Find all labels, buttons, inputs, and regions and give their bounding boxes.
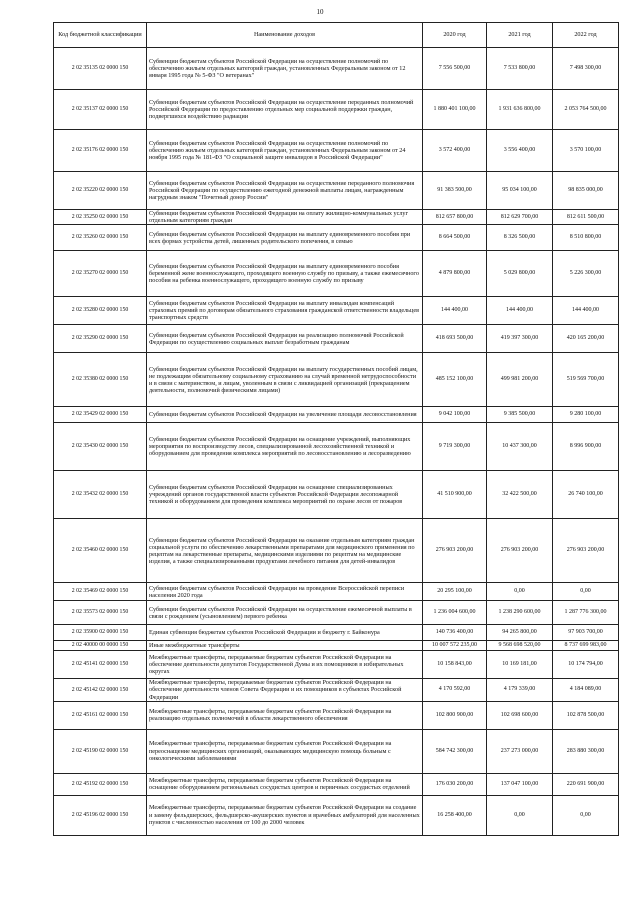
cell-2020: 41 510 900,00 [423, 471, 487, 519]
cell-2022: 220 691 900,00 [553, 773, 619, 795]
cell-2022: 8 510 800,00 [553, 225, 619, 251]
cell-2020: 812 657 800,00 [423, 210, 487, 225]
cell-2022: 0,00 [553, 795, 619, 835]
table-row [54, 130, 619, 172]
cell-code: 2 02 45192 02 0000 150 [54, 773, 147, 795]
cell-2021: 32 422 500,00 [487, 471, 553, 519]
cell-name: Межбюджетные трансферты, передаваемые бюджетам субъектов Российской Федерации на обеспечение деятельности депутатов Государственной Думы и их помощников в избирательных округах [147, 651, 423, 679]
cell-name: Субвенции бюджетам субъектов Российской Федерации на выплату государственных пособий лицам, не подлежащим обязательному социальному страхованию на случай временной нетрудоспособности и в связи с материнством, и лицам, уволенным в связи с ликвидацией организаций (прекращением деятельности, полномочий физическими лицами) [147, 353, 423, 407]
cell-2022: 8 996 900,00 [553, 423, 619, 471]
cell-name: Межбюджетные трансферты, передаваемые бюджетам субъектов Российской Федерации на создание и замену фельдшерских, фельдшерско-акушерских пунктов и врачебных амбулаторий для населенных пунктов с численностью населения от 100 до 2000 человек [147, 795, 423, 835]
table-row [54, 48, 619, 90]
cell-code: 2 02 35220 02 0000 150 [54, 172, 147, 210]
table-row [54, 795, 619, 835]
cell-2020: 102 800 900,00 [423, 701, 487, 729]
table-row [54, 651, 619, 679]
cell-2022: 8 737 699 983,00 [553, 641, 619, 651]
cell-2022: 102 878 500,00 [553, 701, 619, 729]
cell-2021: 95 034 100,00 [487, 172, 553, 210]
cell-2020: 9 719 300,00 [423, 423, 487, 471]
cell-2022: 812 611 500,00 [553, 210, 619, 225]
cell-2021: 137 047 100,00 [487, 773, 553, 795]
cell-2022: 420 165 200,00 [553, 325, 619, 353]
cell-name: Субвенции бюджетам субъектов Российской Федерации на осуществление полномочий по обеспечению жильем отдельных категорий граждан, установленных Федеральным законом от 12 января 1995 года № 5-ФЗ "О ветеранах" [147, 48, 423, 90]
cell-name: Межбюджетные трансферты, передаваемые бюджетам субъектов Российской Федерации на реализацию отдельных полномочий в области лекарственного обеспечения [147, 701, 423, 729]
cell-2022: 5 226 300,00 [553, 251, 619, 297]
table-row [54, 679, 619, 701]
cell-2021: 0,00 [487, 583, 553, 601]
cell-code: 2 02 35137 02 0000 150 [54, 90, 147, 130]
cell-name: Субвенции бюджетам субъектов Российской Федерации на оснащение учреждений, выполняющих мероприятия по воспроизводству лесов, специализированной лесохозяйственной техникой и оборудованием для проведения комплекса мероприятий по лесовосстановлению и лесоразведению [147, 423, 423, 471]
table-row [54, 583, 619, 601]
cell-2020: 4 879 800,00 [423, 251, 487, 297]
table-row [54, 641, 619, 651]
cell-2020: 9 042 100,00 [423, 407, 487, 423]
revenue-table [53, 22, 619, 836]
table-row [54, 773, 619, 795]
table-row [54, 407, 619, 423]
cell-2021: 7 533 800,00 [487, 48, 553, 90]
cell-code: 2 02 45161 02 0000 150 [54, 701, 147, 729]
cell-2022: 10 174 794,00 [553, 651, 619, 679]
cell-code: 2 02 35176 02 0000 150 [54, 130, 147, 172]
cell-2022: 3 570 100,00 [553, 130, 619, 172]
cell-code: 2 02 40000 00 0000 150 [54, 641, 147, 651]
cell-2020: 7 556 500,00 [423, 48, 487, 90]
cell-2020: 276 903 200,00 [423, 519, 487, 583]
table-row [54, 519, 619, 583]
cell-name: Субвенции бюджетам субъектов Российской Федерации на оказание отдельным категориям граждан социальной услуги по обеспечению лекарственными препаратами для медицинского применения по рецептам на лекарственные препараты, медицинскими изделиями по рецептам на медицинские изделия, а также специализированными продуктами лечебного питания для детей-инвалидов [147, 519, 423, 583]
cell-code: 2 02 35135 02 0000 150 [54, 48, 147, 90]
table-row [54, 701, 619, 729]
cell-name: Межбюджетные трансферты, передаваемые бюджетам субъектов Российской Федерации на оснащение оборудованием региональных сосудистых центров и первичных сосудистых отделений [147, 773, 423, 795]
cell-code: 2 02 35429 02 0000 150 [54, 407, 147, 423]
cell-2020: 418 693 500,00 [423, 325, 487, 353]
cell-code: 2 02 45142 02 0000 150 [54, 679, 147, 701]
cell-2021: 144 400,00 [487, 297, 553, 325]
cell-2020: 140 736 400,00 [423, 625, 487, 641]
cell-2021: 237 273 000,00 [487, 729, 553, 773]
cell-2021: 10 437 300,00 [487, 423, 553, 471]
cell-2022: 1 287 776 300,00 [553, 601, 619, 625]
cell-name: Субвенции бюджетам субъектов Российской Федерации на оснащение специализированных учреждений органов государственной власти субъектов Российской Федерации лесопожарной техникой и оборудованием для проведения комплекса мероприятий по охране лесов от пожаров [147, 471, 423, 519]
header-2021: 2021 год [487, 23, 553, 48]
cell-2022: 2 053 764 500,00 [553, 90, 619, 130]
cell-2022: 144 400,00 [553, 297, 619, 325]
table-row [54, 90, 619, 130]
cell-code: 2 02 35900 02 0000 150 [54, 625, 147, 641]
cell-code: 2 02 35260 02 0000 150 [54, 225, 147, 251]
cell-name: Субвенции бюджетам субъектов Российской Федерации на реализацию полномочий Российской Федерации по осуществлению социальных выплат безработным гражданам [147, 325, 423, 353]
cell-2020: 16 258 400,00 [423, 795, 487, 835]
cell-2021: 102 698 600,00 [487, 701, 553, 729]
cell-2020: 8 664 500,00 [423, 225, 487, 251]
cell-2022: 26 740 100,00 [553, 471, 619, 519]
cell-2021: 10 169 181,00 [487, 651, 553, 679]
cell-code: 2 02 35469 02 0000 150 [54, 583, 147, 601]
table-row [54, 297, 619, 325]
cell-2021: 8 326 500,00 [487, 225, 553, 251]
cell-code: 2 02 35460 02 0000 150 [54, 519, 147, 583]
table-row [54, 729, 619, 773]
cell-2022: 0,00 [553, 583, 619, 601]
cell-2021: 94 265 800,00 [487, 625, 553, 641]
cell-name: Субвенции бюджетам субъектов Российской Федерации на осуществление полномочий по обеспечению жильем отдельных категорий граждан, установленных Федеральным законом от 24 ноября 1995 года № 181-ФЗ "О социальной защите инвалидов в Российской Федерации" [147, 130, 423, 172]
cell-2021: 1 238 290 600,00 [487, 601, 553, 625]
cell-2021: 9 568 698 520,00 [487, 641, 553, 651]
header-2020: 2020 год [423, 23, 487, 48]
cell-2021: 3 556 400,00 [487, 130, 553, 172]
cell-2022: 519 569 700,00 [553, 353, 619, 407]
cell-2020: 1 236 004 600,00 [423, 601, 487, 625]
cell-name: Единая субвенция бюджетам субъектов Российской Федерации и бюджету г. Байконура [147, 625, 423, 641]
table-row [54, 325, 619, 353]
cell-name: Субвенции бюджетам субъектов Российской Федерации на оплату жилищно-коммунальных услуг отдельным категориям граждан [147, 210, 423, 225]
cell-2022: 7 498 300,00 [553, 48, 619, 90]
cell-2020: 20 295 100,00 [423, 583, 487, 601]
cell-name: Субвенции бюджетам субъектов Российской Федерации на осуществление переданного полномочия Российской Федерации по осуществлению ежегодной денежной выплаты лицам, награжденным нагрудным знаком "Почетный донор России" [147, 172, 423, 210]
cell-2020: 584 742 300,00 [423, 729, 487, 773]
cell-code: 2 02 35290 02 0000 150 [54, 325, 147, 353]
cell-2021: 4 179 339,00 [487, 679, 553, 701]
cell-2020: 91 383 500,00 [423, 172, 487, 210]
cell-name: Субвенции бюджетам субъектов Российской Федерации на увеличение площади лесовосстановления [147, 407, 423, 423]
cell-2020: 176 030 200,00 [423, 773, 487, 795]
cell-name: Иные межбюджетные трансферты [147, 641, 423, 651]
cell-name: Субвенции бюджетам субъектов Российской Федерации на выплату единовременного пособия при всех формах устройства детей, лишенных родительского попечения, в семью [147, 225, 423, 251]
cell-2021: 419 397 300,00 [487, 325, 553, 353]
cell-2022: 98 835 000,00 [553, 172, 619, 210]
table-row [54, 423, 619, 471]
cell-2021: 9 385 500,00 [487, 407, 553, 423]
cell-2020: 485 152 100,00 [423, 353, 487, 407]
cell-2020: 10 158 843,00 [423, 651, 487, 679]
table-row [54, 625, 619, 641]
table-row [54, 251, 619, 297]
cell-name: Субвенции бюджетам субъектов Российской Федерации на проведение Всероссийской переписи населения 2020 года [147, 583, 423, 601]
cell-name: Субвенции бюджетам субъектов Российской Федерации на выплату единовременного пособия беременной жене военнослужащего, проходящего военную службу по призыву, а также ежемесячного пособия на ребенка военнослужащего, проходящего военную службу по призыву [147, 251, 423, 297]
cell-name: Субвенции бюджетам субъектов Российской Федерации на осуществление ежемесячной выплаты в связи с рождением (усыновлением) первого ребенка [147, 601, 423, 625]
cell-name: Межбюджетные трансферты, передаваемые бюджетам субъектов Российской Федерации на обеспечение деятельности членов Совета Федерации и их помощников в субъектах Российской Федерации [147, 679, 423, 701]
cell-2020: 4 170 592,00 [423, 679, 487, 701]
table-row [54, 172, 619, 210]
header-2022: 2022 год [553, 23, 619, 48]
cell-code: 2 02 35573 02 0000 150 [54, 601, 147, 625]
table-row [54, 210, 619, 225]
table-header-row [54, 23, 619, 48]
cell-2020: 3 572 400,00 [423, 130, 487, 172]
cell-2022: 9 280 100,00 [553, 407, 619, 423]
cell-2022: 283 880 300,00 [553, 729, 619, 773]
cell-code: 2 02 35250 02 0000 150 [54, 210, 147, 225]
header-code: Код бюджетной классификации [54, 23, 147, 48]
cell-code: 2 02 35432 02 0000 150 [54, 471, 147, 519]
cell-2021: 1 931 636 800,00 [487, 90, 553, 130]
cell-2021: 812 629 700,00 [487, 210, 553, 225]
cell-code: 2 02 45141 02 0000 150 [54, 651, 147, 679]
cell-2022: 276 903 200,00 [553, 519, 619, 583]
table-row [54, 601, 619, 625]
table-row [54, 471, 619, 519]
cell-2020: 1 880 401 100,00 [423, 90, 487, 130]
cell-2020: 10 007 572 235,00 [423, 641, 487, 651]
table-row [54, 225, 619, 251]
cell-code: 2 02 45190 02 0000 150 [54, 729, 147, 773]
cell-code: 2 02 35270 02 0000 150 [54, 251, 147, 297]
cell-2020: 144 400,00 [423, 297, 487, 325]
cell-2021: 5 029 800,00 [487, 251, 553, 297]
cell-2021: 276 903 200,00 [487, 519, 553, 583]
cell-2021: 0,00 [487, 795, 553, 835]
cell-name: Межбюджетные трансферты, передаваемые бюджетам субъектов Российской Федерации на переоснащение медицинских организаций, оказывающих медицинскую помощь больным с онкологическими заболеваниями [147, 729, 423, 773]
page-number: 10 [316, 8, 324, 16]
cell-name: Субвенции бюджетам субъектов Российской Федерации на выплату инвалидам компенсаций страховых премий по договорам обязательного страхования гражданской ответственности владельцев транспортных средств [147, 297, 423, 325]
cell-2022: 4 184 089,00 [553, 679, 619, 701]
header-name: Наименование доходов [147, 23, 423, 48]
cell-code: 2 02 35280 02 0000 150 [54, 297, 147, 325]
cell-2022: 97 903 700,00 [553, 625, 619, 641]
table-row [54, 353, 619, 407]
cell-code: 2 02 35430 02 0000 150 [54, 423, 147, 471]
cell-name: Субвенции бюджетам субъектов Российской Федерации на осуществление переданных полномочий Российской Федерации по предоставлению отдельных мер социальной поддержки граждан, подвергшихся воздействию радиации [147, 90, 423, 130]
cell-code: 2 02 35380 02 0000 150 [54, 353, 147, 407]
cell-2021: 499 981 200,00 [487, 353, 553, 407]
cell-code: 2 02 45196 02 0000 150 [54, 795, 147, 835]
